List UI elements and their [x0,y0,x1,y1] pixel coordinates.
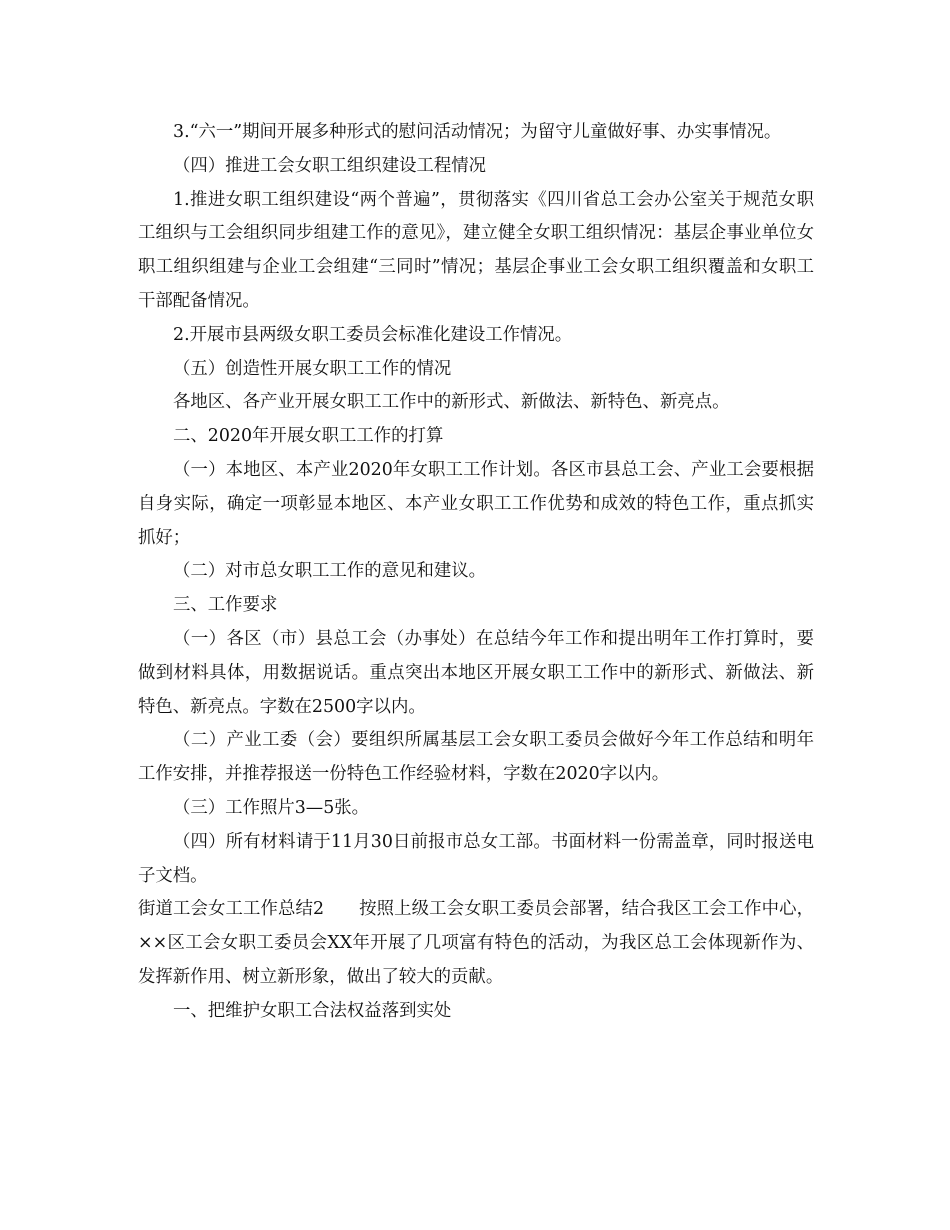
document-body [138,116,814,1029]
section-heading: 一、把维护女职工合法权益落到实处 [173,1000,452,1021]
section-heading: （四）推进工会女职工组织建设工程情况 [173,155,487,176]
paragraph: （一）本地区、本产业2020年女职工工作计划。各区市县总工会、产业工会要根据自身实际，确定一项彰显本地区、本产业女职工工作优势和成效的特色工作，重点抓实抓好； [138,459,814,548]
section-heading: （五）创造性开展女职工工作的情况 [173,358,452,379]
paragraph: 各地区、各产业开展女职工工作中的新形式、新做法、新特色、新亮点。 [173,392,730,413]
paragraph: 1.推进女职工组织建设“两个普遍”，贯彻落实《四川省总工会办公室关于规范女职工组织与工会组织同步组建工作的意见》，建立健全女职工组织情况：基层企事业单位女职工组织组建与企业工会组建“三同时”情况；基层企事业工会女职工组织覆盖和女职工干部配备情况。 [138,189,814,311]
paragraph: （一）各区（市）县总工会（办事处）在总结今年工作和提出明年工作打算时，要做到材料具体，用数据说话。重点突出本地区开展女职工工作中的新形式、新做法、新特色、新亮点。字数在2500字以内。 [138,628,814,717]
paragraph: 2.开展市县两级女职工委员会标准化建设工作情况。 [173,324,573,345]
paragraph: 3.“六一”期间开展多种形式的慰问活动情况；为留守儿童做好事、办实事情况。 [173,122,782,142]
document-title-paragraph: 街道工会女工工作总结2 按照上级工会女职工委员会部署，结合我区工会工作中心，××区工会女职工委员会XX年开展了几项富有特色的活动，为我区总工会体现新作为、发挥新作用、树立新形象，做出了较大的贡献。 [138,899,814,987]
section-heading: 二、2020年开展女职工工作的打算 [173,426,444,447]
paragraph: （三）工作照片3—5张。 [173,797,370,818]
paragraph: （二）对市总女职工工作的意见和建议。 [173,561,487,582]
paragraph: （二）产业工委（会）要组织所属基层工会女职工委员会做好今年工作总结和明年工作安排，并推荐报送一份特色工作经验材料，字数在2020字以内。 [138,730,814,785]
paragraph: （四）所有材料请于11月30日前报市总女工部。书面材料一份需盖章，同时报送电子文档。 [138,831,814,886]
section-heading: 三、工作要求 [173,595,278,616]
